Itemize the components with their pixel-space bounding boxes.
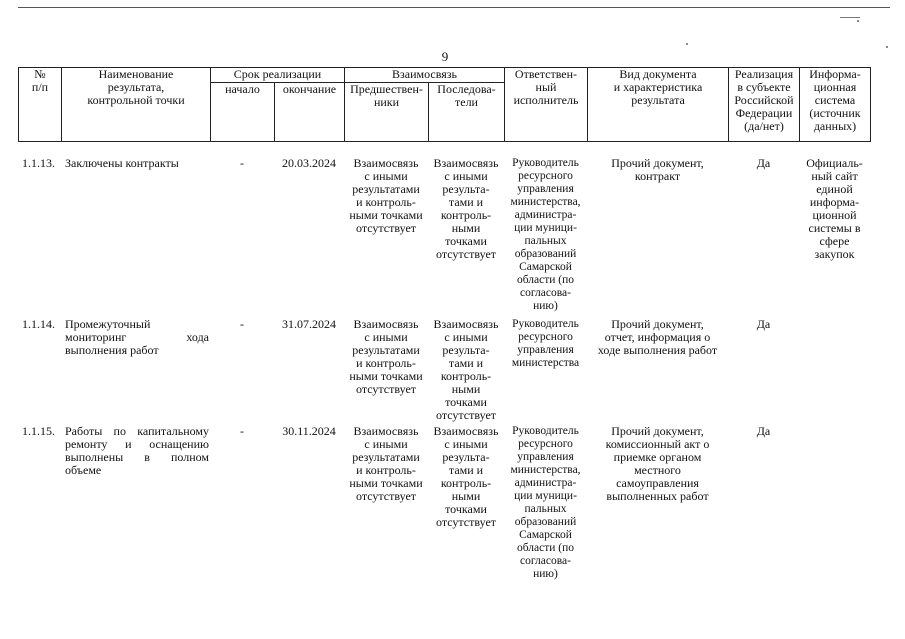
row-responsible: Руководитель ресурсного управления министерства, администра- ции муници- пальных образований Самарской области (по согласова- нию) <box>510 157 581 312</box>
row-end: 31.07.2024 <box>282 317 336 331</box>
row-start: - <box>240 317 244 331</box>
row-num: 1.1.13. <box>22 156 55 170</box>
header-relation: Взаимосвязь <box>345 68 505 83</box>
table-row <box>18 157 870 318</box>
row-start: - <box>240 424 244 438</box>
row-doc-type: Прочий документ, контракт <box>611 156 704 183</box>
page-number: 9 <box>441 49 449 64</box>
row-doc-type: Прочий документ, комиссионный акт о приемке органом местного самоуправления выполненных работ <box>605 424 710 503</box>
row-successors: Взаимосвязь с иными результа- тами и контроль- ными точками отсутствует <box>433 317 499 422</box>
header-successors: Последова- тели <box>429 83 505 142</box>
header-term-end: окончание <box>275 83 345 142</box>
top-border-line <box>18 7 890 8</box>
header-realization: Реализация в субъекте Российской Федерации (да/нет) <box>729 68 800 142</box>
row-predecessors: Взаимосвязь с иными результатами и контроль- ными точками отсутствует <box>349 317 423 396</box>
row-name: Работы по капитальному ремонту и оснащению выполнены в полном объеме <box>65 424 209 477</box>
row-end: 30.11.2024 <box>282 424 336 438</box>
row-name: Промежуточный мониторинг хода выполнения работ <box>65 317 209 357</box>
header-doc-type: Вид документа и характеристика результата <box>588 68 729 142</box>
header-predecessors: Предшествен- ники <box>345 83 429 142</box>
scan-speck <box>886 46 888 48</box>
row-info-system: Официаль- ный сайт единой информа- ционной системы в сфере закупок <box>806 156 863 261</box>
row-doc-type: Прочий документ, отчет, информация о ходе выполнения работ <box>597 317 718 357</box>
table-row <box>18 318 870 425</box>
row-realization: Да <box>756 317 771 331</box>
row-successors: Взаимосвязь с иными результа- тами и контроль- ными точками отсутствует <box>433 424 499 529</box>
row-responsible: Руководитель ресурсного управления министерства, администра- ции муници- пальных образований Самарской области (по согласова- нию) <box>510 425 581 580</box>
scan-speck <box>686 43 688 45</box>
header-name: Наименование результата, контрольной точки <box>62 68 211 142</box>
row-num: 1.1.14. <box>22 317 55 331</box>
header-term-start: начало <box>211 83 275 142</box>
table-body <box>18 157 870 585</box>
scan-speck <box>857 20 859 22</box>
scan-mark <box>840 17 860 18</box>
table-header <box>18 67 871 142</box>
header-term: Срок реализации <box>211 68 345 83</box>
row-responsible: Руководитель ресурсного управления министерства <box>511 318 580 369</box>
row-end: 20.03.2024 <box>282 156 336 170</box>
row-info-system <box>799 318 870 425</box>
header-num: № п/п <box>19 68 62 142</box>
row-info-system <box>799 425 870 585</box>
row-num: 1.1.15. <box>22 424 55 438</box>
header-info-system: Информа- ционная система (источник данных) <box>800 68 871 142</box>
row-realization: Да <box>756 424 771 438</box>
row-predecessors: Взаимосвязь с иными результатами и контроль- ными точками отсутствует <box>349 424 423 503</box>
table-row <box>18 425 870 585</box>
row-predecessors: Взаимосвязь с иными результатами и контроль- ными точками отсутствует <box>349 156 423 235</box>
header-responsible: Ответствен- ный исполнитель <box>505 68 588 142</box>
row-name: Заключены контракты <box>65 156 179 170</box>
row-start: - <box>240 156 244 170</box>
row-successors: Взаимосвязь с иными результа- тами и контроль- ными точками отсутствует <box>433 156 499 261</box>
row-realization: Да <box>756 156 771 170</box>
